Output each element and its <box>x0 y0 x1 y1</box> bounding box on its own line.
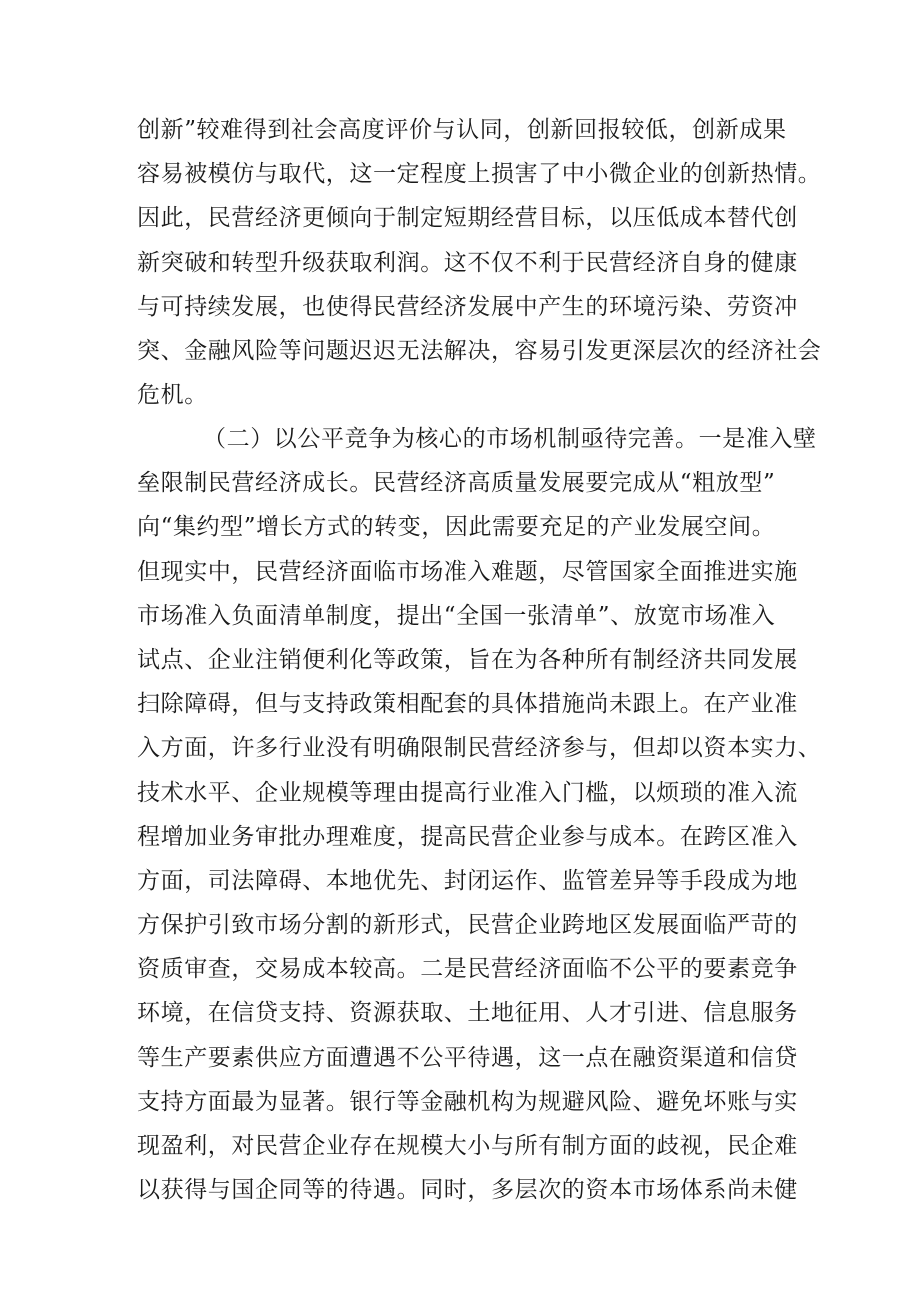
paragraph-line: 技术水平、企业规模等理由提高行业准入门槛，以烦琐的准入流 <box>137 779 798 806</box>
paragraph-line: 因此，民营经济更倾向于制定短期经营目标，以压低成本替代创 <box>137 205 798 232</box>
paragraph-line: 市场准入负面清单制度，提出“全国一张清单”、放宽市场准入 <box>137 602 776 629</box>
paragraph-line: 突、金融风险等问题迟迟无法解决，容易引发更深层次的经济社会 <box>137 337 822 364</box>
paragraph-line: 与可持续发展，也使得民营经济发展中产生的环境污染、劳资冲 <box>137 293 798 320</box>
paragraph-line: 资质审查，交易成本较高。二是民营经济面临不公平的要素竞争 <box>137 956 798 983</box>
paragraph-line: 方保护引致市场分割的新形式，民营企业跨地区发展面临严苛的 <box>137 912 798 939</box>
paragraph-line: 试点、企业注销便利化等政策，旨在为各种所有制经济共同发展 <box>137 646 798 673</box>
paragraph-line: 现盈利，对民营企业存在规模大小与所有制方面的歧视，民企难 <box>137 1133 798 1159</box>
paragraph-line: 垒限制民营经济成长。民营经济高质量发展要完成从“粗放型” <box>137 470 776 497</box>
paragraph-line: 扫除障碍，但与支持政策相配套的具体措施尚未跟上。在产业准 <box>137 691 798 718</box>
paragraph-line: 向“集约型”增长方式的转变，因此需要充足的产业发展空间。 <box>137 514 776 541</box>
paragraph-line: 新突破和转型升级获取利润。这不仅不利于民营经济自身的健康 <box>137 249 798 276</box>
paragraph-line: 程增加业务审批办理难度，提高民营企业参与成本。在跨区准入 <box>137 823 798 850</box>
paragraph-line: 方面，司法障碍、本地优先、封闭运作、监管差异等手段成为地 <box>137 867 798 894</box>
paragraph-line: 入方面，许多行业没有明确限制民营经济参与，但却以资本实力、 <box>137 735 822 762</box>
paragraph-line: 危机。 <box>137 382 208 409</box>
paragraph-2 <box>137 417 822 1212</box>
paragraph-line: 等生产要素供应方面遭遇不公平待遇，这一点在融资渠道和信贷 <box>137 1044 798 1071</box>
paragraph-1 <box>137 108 822 417</box>
paragraph-line: 创新”较难得到社会高度评价与认同，创新回报较低，创新成果 <box>137 117 787 143</box>
paragraph-heading-line: （二）以公平竞争为核心的市场机制亟待完善。一是准入壁 <box>203 426 817 452</box>
paragraph-line: 支持方面最为显著。银行等金融机构为规避风险、避免坏账与实 <box>137 1088 798 1115</box>
paragraph-line: 但现实中，民营经济面临市场准入难题，尽管国家全面推进实施 <box>137 558 798 585</box>
paragraph-line: 容易被模仿与取代，这一定程度上损害了中小微企业的创新热情。 <box>137 161 822 188</box>
paragraph-line: 环境，在信贷支持、资源获取、土地征用、人才引进、信息服务 <box>137 1000 798 1027</box>
paragraph-line: 以获得与国企同等的待遇。同时，多层次的资本市场体系尚未健 <box>137 1177 798 1204</box>
